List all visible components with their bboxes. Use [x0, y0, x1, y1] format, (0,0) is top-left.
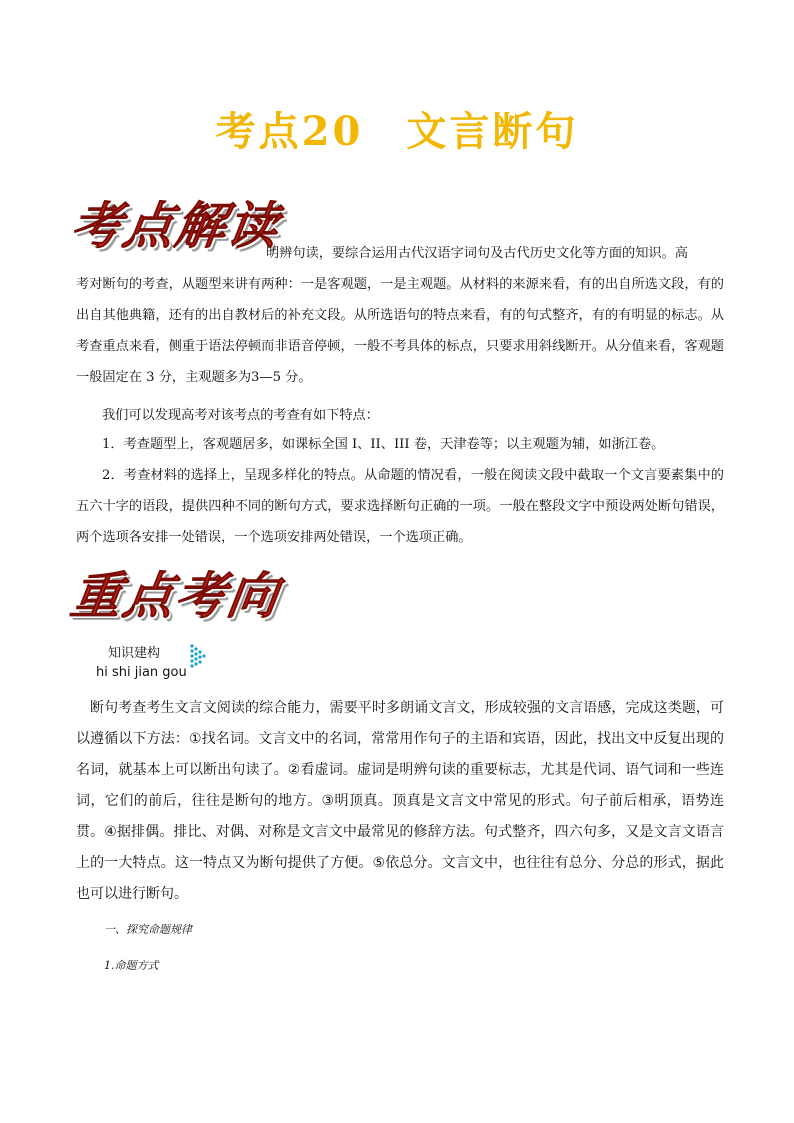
- intro-first-line: 明辨句读，要综合运用古代汉语字词句及古代历史文化等方面的知识。高: [266, 246, 688, 261]
- page-title: 考点20 文言断句: [215, 108, 579, 155]
- feature-item-2: 2．考查材料的选择上，呈现多样化的特点。从命题的情况看，一般在阅读文段中截取一个文言要素集中的五六十字的语段，提供四种不同的断句方式，要求选择断句正确的一项。一般在整段文字中预设两处断句错误，两个选项各安排一处错误，一个选项安排两处错误，一个选项正确。: [76, 468, 724, 545]
- banner-exam-interpretation: 考点解读: [67, 196, 284, 255]
- method-paragraph: 断句考查考生文言文阅读的综合能力，需要平时多朗诵文言文，形成较强的文言语感，完成这类题，可以遵循以下方法：①找名词。文言文中的名词，常常用作句子的主语和宾语，因此，找出文中反复出现的名词，就基本上可以断出句读了。②看虚词。虚词是明辨句读的重要标志，尤其是代词、语气词和一些连词，它们的前后，往往是断句的地方。③明顶真。顶真是文言文中常见的形式。句子前后相承，语势连贯。④据排偶。排比、对偶、对称是文言文中最常见的修辞方法。句式整齐，四六句多，又是文言文语言上的一大特点。这一特点又为断句提供了方便。⑤依总分。文言文中，也往往有总分、分总的形式，据此也可以进行断句。: [76, 700, 724, 902]
- outline-heading-1: 一、探究命题规律: [104, 923, 192, 936]
- triangle-dots-arrow-icon: [190, 644, 206, 670]
- feature-item-1: 1．考查题型上，客观题居多，如课标全国 I、II、III 卷，天津卷等；以主观题为辅，如浙江卷。: [102, 437, 665, 452]
- features-lead: 我们可以发现高考对该考点的考查有如下特点：: [102, 408, 379, 423]
- outline-heading-1-1: 1.命题方式: [104, 959, 159, 972]
- intro-paragraph: 考对断句的考查，从题型来讲有两种：一是客观题，一是主观题。从材料的来源来看，有的出自所选文段，有的出自其他典籍，还有的出自教材后的补充文段。从所选语句的特点来看，有的句式整齐，有的有明显的标志。从考查重点来看，侧重于语法停顿而非语音停顿，一般不考具体的标点，只要求用斜线断开。从分值来看，客观题一般固定在 3 分，主观题多为3—5 分。: [76, 277, 724, 385]
- knowledge-pinyin: hi shi jian gou: [96, 665, 187, 680]
- banner-key-directions: 重点考向: [67, 566, 284, 625]
- knowledge-label: 知识建构: [108, 646, 161, 661]
